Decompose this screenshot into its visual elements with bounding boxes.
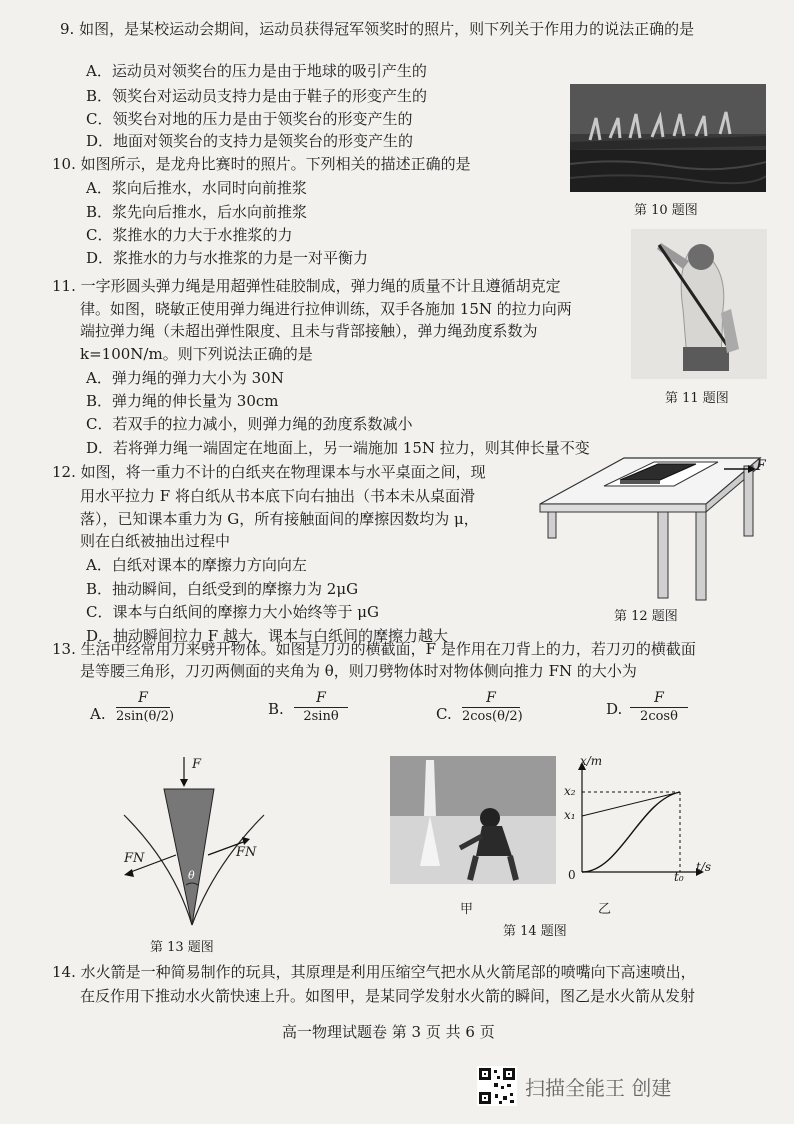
q10-option-c: C．浆推水的力大于水推浆的力 bbox=[86, 226, 293, 244]
q10-option-d: D．浆推水的力与水推浆的力是一对平衡力 bbox=[86, 249, 369, 267]
q13-label-fn-left: FN bbox=[124, 851, 145, 866]
q10-option-b: B．浆先向后推水，后水向前推浆 bbox=[86, 203, 308, 221]
watermark-text: 扫描全能王 创建 bbox=[525, 1076, 672, 1100]
q14-xt-graph bbox=[560, 754, 712, 885]
q12-caption: 第 12 题图 bbox=[614, 609, 678, 624]
q13-option-b-num: F bbox=[316, 690, 326, 706]
q12-number: 12. bbox=[52, 463, 76, 481]
q10-number: 10. bbox=[52, 155, 76, 173]
q9-number: 9. bbox=[60, 20, 75, 38]
q12-stem-line3: 落），已知课本重力为 G，所有接触面间的摩擦因数均为 μ， bbox=[80, 510, 479, 528]
q13-caption: 第 13 题图 bbox=[150, 940, 214, 955]
q13-option-c-letter: C. bbox=[436, 705, 452, 723]
q13-option-d-num: F bbox=[654, 690, 664, 706]
q13-option-a-fraction bbox=[116, 690, 175, 724]
q13-option-d-den: 2cosθ bbox=[640, 709, 678, 724]
q9-option-b: B．领奖台对运动员支持力是由于鞋子的形变产生的 bbox=[86, 87, 428, 105]
q14-text-1: 水火箭是一种简易制作的玩具，其原理是利用压缩空气把水从火箭尾部的喷嘴向下高速喷出， bbox=[80, 963, 696, 981]
q12-stem-line4: 则在白纸被抽出过程中 bbox=[80, 532, 231, 550]
q13-label-theta: θ bbox=[188, 869, 195, 882]
q14-graph-ylabel: x/m bbox=[580, 754, 603, 768]
q14-graph-ytick-x2: x₂ bbox=[564, 784, 576, 798]
q12-text-1: 如图，将一重力不计的白纸夹在物理课本与水平桌面之间，现 bbox=[80, 463, 486, 481]
q10-caption: 第 10 题图 bbox=[634, 203, 698, 218]
q11-stem-line3: 端拉弹力绳（未超出弹性限度、且未与背部接触），弹力绳劲度系数为 bbox=[80, 322, 538, 340]
q13-number: 13. bbox=[52, 640, 76, 658]
q13-option-d-letter: D. bbox=[606, 700, 623, 718]
q14-stem-line1 bbox=[52, 963, 696, 982]
q12-option-c: C．课本与白纸间的摩擦力大小始终等于 μG bbox=[86, 603, 379, 621]
q13-stem-line2: 是等腰三角形，刀刃两侧面的夹角为 θ，则刀劈物体时对物体侧向推力 FN 的大小为 bbox=[80, 662, 637, 680]
q12-stem-line2: 用水平拉力 F 将白纸从书本底下向右抽出（书本未从桌面滑 bbox=[80, 487, 475, 505]
q9-option-c: C．领奖台对地的压力是由于领奖台的形变产生的 bbox=[86, 110, 413, 128]
q10-stem bbox=[52, 155, 471, 174]
q14-photo-jia bbox=[390, 756, 556, 884]
q10-photo bbox=[570, 84, 766, 192]
page-footer: 高一物理试题卷 第 3 页 共 6 页 bbox=[282, 1023, 495, 1041]
q11-number: 11. bbox=[52, 277, 76, 295]
qr-code-icon bbox=[477, 1066, 517, 1106]
q11-option-c: C．若双手的拉力减小，则弹力绳的劲度系数减小 bbox=[86, 415, 413, 433]
q14-graph-origin: 0 bbox=[568, 868, 576, 882]
q11-option-d: D．若将弹力绳一端固定在地面上，另一端施加 15N 拉力，则其伸长量不变 bbox=[86, 439, 590, 457]
q14-caption: 第 14 题图 bbox=[503, 924, 567, 939]
q14-label-yi: 乙 bbox=[598, 902, 612, 917]
q13-option-a-letter: A. bbox=[90, 705, 106, 723]
q14-graph-xtick-t0: t₀ bbox=[674, 870, 684, 884]
q13-option-b-den: 2sinθ bbox=[303, 709, 339, 724]
q9-stem bbox=[60, 20, 694, 39]
q13-text-1: 生活中经常用刀来劈开物体。如图是刀刃的横截面，F 是作用在刀背上的力，若刀刃的横截面 bbox=[80, 640, 696, 658]
q9-option-d: D．地面对领奖台的支持力是领奖台的形变产生的 bbox=[86, 132, 414, 150]
q13-stem-line1 bbox=[52, 640, 696, 659]
q10-text: 如图所示，是龙舟比赛时的照片。下列相关的描述正确的是 bbox=[80, 155, 471, 173]
q13-option-b-fraction bbox=[294, 690, 348, 724]
q13-option-d-fraction bbox=[630, 690, 688, 724]
q14-number: 14. bbox=[52, 963, 76, 981]
q13-option-b-letter: B. bbox=[268, 700, 284, 718]
q9-option-a: A．运动员对领奖台的压力是由于地球的吸引产生的 bbox=[86, 62, 427, 80]
q13-option-c-num: F bbox=[486, 690, 496, 706]
q14-label-jia: 甲 bbox=[460, 902, 474, 917]
q13-option-c-fraction bbox=[462, 690, 523, 724]
q11-option-a: A．弹力绳的弹力大小为 30N bbox=[86, 369, 284, 387]
q11-caption: 第 11 题图 bbox=[665, 391, 729, 406]
q12-table-diagram bbox=[534, 452, 769, 602]
q13-label-fn-right: FN bbox=[236, 845, 257, 860]
q12-option-d: D．抽动瞬间拉力 F 越大，课本与白纸间的摩擦力越大 bbox=[86, 627, 448, 645]
q11-stem-line4: k=100N/m。则下列说法正确的是 bbox=[80, 345, 313, 363]
q14-graph-ytick-x1: x₁ bbox=[564, 808, 576, 822]
q12-option-b: B．抽动瞬间，白纸受到的摩擦力为 2μG bbox=[86, 580, 359, 598]
q14-graph-xlabel: t/s bbox=[696, 860, 712, 874]
q11-photo bbox=[631, 229, 767, 379]
q11-option-b: B．弹力绳的伸长量为 30cm bbox=[86, 392, 279, 410]
q11-text-1: 一字形圆头弹力绳是用超弹性硅胶制成，弹力绳的质量不计且遵循胡克定 bbox=[80, 277, 561, 295]
q13-option-a-num: F bbox=[138, 690, 148, 706]
q14-stem-line2: 在反作用下推动水火箭快速上升。如图甲，是某同学发射水火箭的瞬间，图乙是水火箭从发射 bbox=[80, 987, 696, 1005]
q13-option-c-den: 2cos(θ/2) bbox=[462, 709, 523, 724]
q13-label-f: F bbox=[192, 757, 202, 772]
q9-text: 如图，是某校运动会期间，运动员获得冠军领奖时的照片，则下列关于作用力的说法正确的是 bbox=[79, 20, 695, 38]
q12-stem-line1 bbox=[52, 463, 486, 482]
q12-option-a: A．白纸对课本的摩擦力方向向左 bbox=[86, 556, 307, 574]
q10-option-a: A．浆向后推水，水同时向前推浆 bbox=[86, 179, 307, 197]
q13-option-a-den: 2sin(θ/2) bbox=[116, 709, 175, 724]
q11-stem-line1 bbox=[52, 277, 561, 296]
q12-force-label: F bbox=[756, 458, 766, 474]
q13-blade-diagram bbox=[118, 755, 268, 930]
q11-stem-line2: 律。如图，晓敏正使用弹力绳进行拉伸训练，双手各施加 15N 的拉力向两 bbox=[80, 300, 572, 318]
